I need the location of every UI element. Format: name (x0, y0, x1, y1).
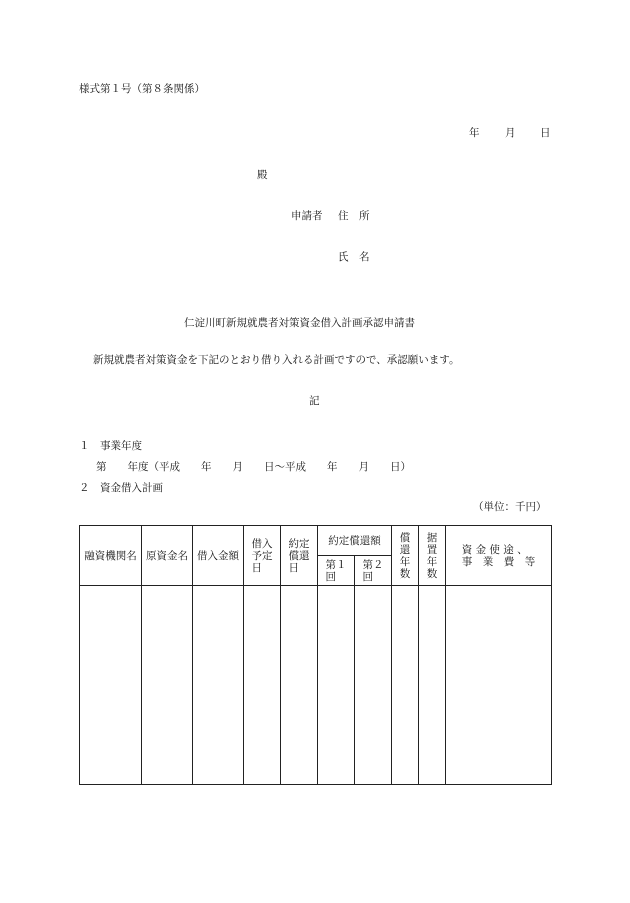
col-borrow-date-header (244, 526, 281, 586)
body-text: 新規就農者対策資金を下記のとおり借り入れる計画ですので、承認願います。 (93, 354, 460, 366)
document-title: 仁淀川町新規就農者対策資金借入計画承認申請書 (184, 317, 415, 329)
col-repay-years-char: 数 (399, 567, 411, 580)
col-grace-years-char: 年 (426, 555, 438, 568)
col-repay-date-line: 償還 (288, 549, 310, 562)
table-cell-source (142, 586, 193, 785)
table-cell-borrow-date (244, 586, 281, 785)
col-first-repay-line: 第１ (325, 558, 347, 571)
ki-label: 記 (309, 395, 320, 407)
section1-detail: 第 年度（平成 年 月 日～平成 年 月 日） (96, 461, 411, 473)
table-cell-usage (446, 586, 552, 785)
col-grace-years-char: 数 (426, 567, 438, 580)
table-cell-lender (80, 586, 142, 785)
date-year: 年 (469, 127, 480, 139)
col-first-repay-header (318, 556, 355, 586)
col-second-repay-line: 回 (362, 570, 373, 583)
col-usage-line: 事 業 費 等 (461, 555, 536, 568)
table-cell-repay-years (392, 586, 419, 785)
table-row (80, 586, 552, 785)
col-borrow-date-line: 予定 (251, 549, 273, 562)
date-day: 日 (540, 127, 551, 139)
table-cell-second-repay (355, 586, 392, 785)
col-repay-date-header (281, 526, 318, 586)
applicant-label: 申請者 (291, 210, 323, 222)
col-repay-years-char: 年 (399, 555, 411, 568)
section2-heading: ２ 資金借入計画 (79, 482, 163, 494)
col-borrow-date-line: 日 (251, 561, 262, 574)
col-grace-years-char: 据 (426, 531, 438, 544)
col-borrow-date-line: 借入 (251, 537, 273, 550)
col-first-repay-line: 回 (325, 570, 336, 583)
col-source-header: 原資金名 (142, 526, 193, 586)
col-lender-header: 融資機関名 (80, 526, 142, 586)
unit-note: （単位：千円） (473, 501, 547, 513)
table-cell-amount (193, 586, 244, 785)
col-repay-years-char: 償 (399, 531, 411, 544)
col-second-repay-header (355, 556, 392, 586)
col-repay-amount-group-header: 約定償還額 (318, 526, 392, 556)
col-grace-years-header (419, 526, 446, 586)
col-repay-date-line: 約定 (288, 537, 310, 550)
col-second-repay-line: 第２ (362, 558, 384, 571)
table-cell-repay-date (281, 586, 318, 785)
col-repay-years-char: 還 (399, 543, 411, 556)
col-amount-header: 借入金額 (193, 526, 244, 586)
date-month: 月 (505, 127, 516, 139)
col-grace-years-char: 置 (426, 543, 438, 556)
form-number: 様式第１号（第８条関係） (79, 83, 205, 95)
col-repay-date-line: 日 (288, 561, 299, 574)
applicant-name-label: 氏 名 (338, 251, 370, 263)
table-cell-first-repay (318, 586, 355, 785)
section1-heading: １ 事業年度 (79, 440, 142, 452)
applicant-address-label: 住 所 (338, 210, 370, 222)
table-cell-grace-years (419, 586, 446, 785)
col-repay-years-header (392, 526, 419, 586)
loan-plan-table (79, 525, 552, 785)
col-usage-line: 資 金 使 途 、 (461, 543, 528, 556)
col-usage-header (446, 526, 552, 586)
addressee-suffix: 殿 (257, 169, 268, 181)
